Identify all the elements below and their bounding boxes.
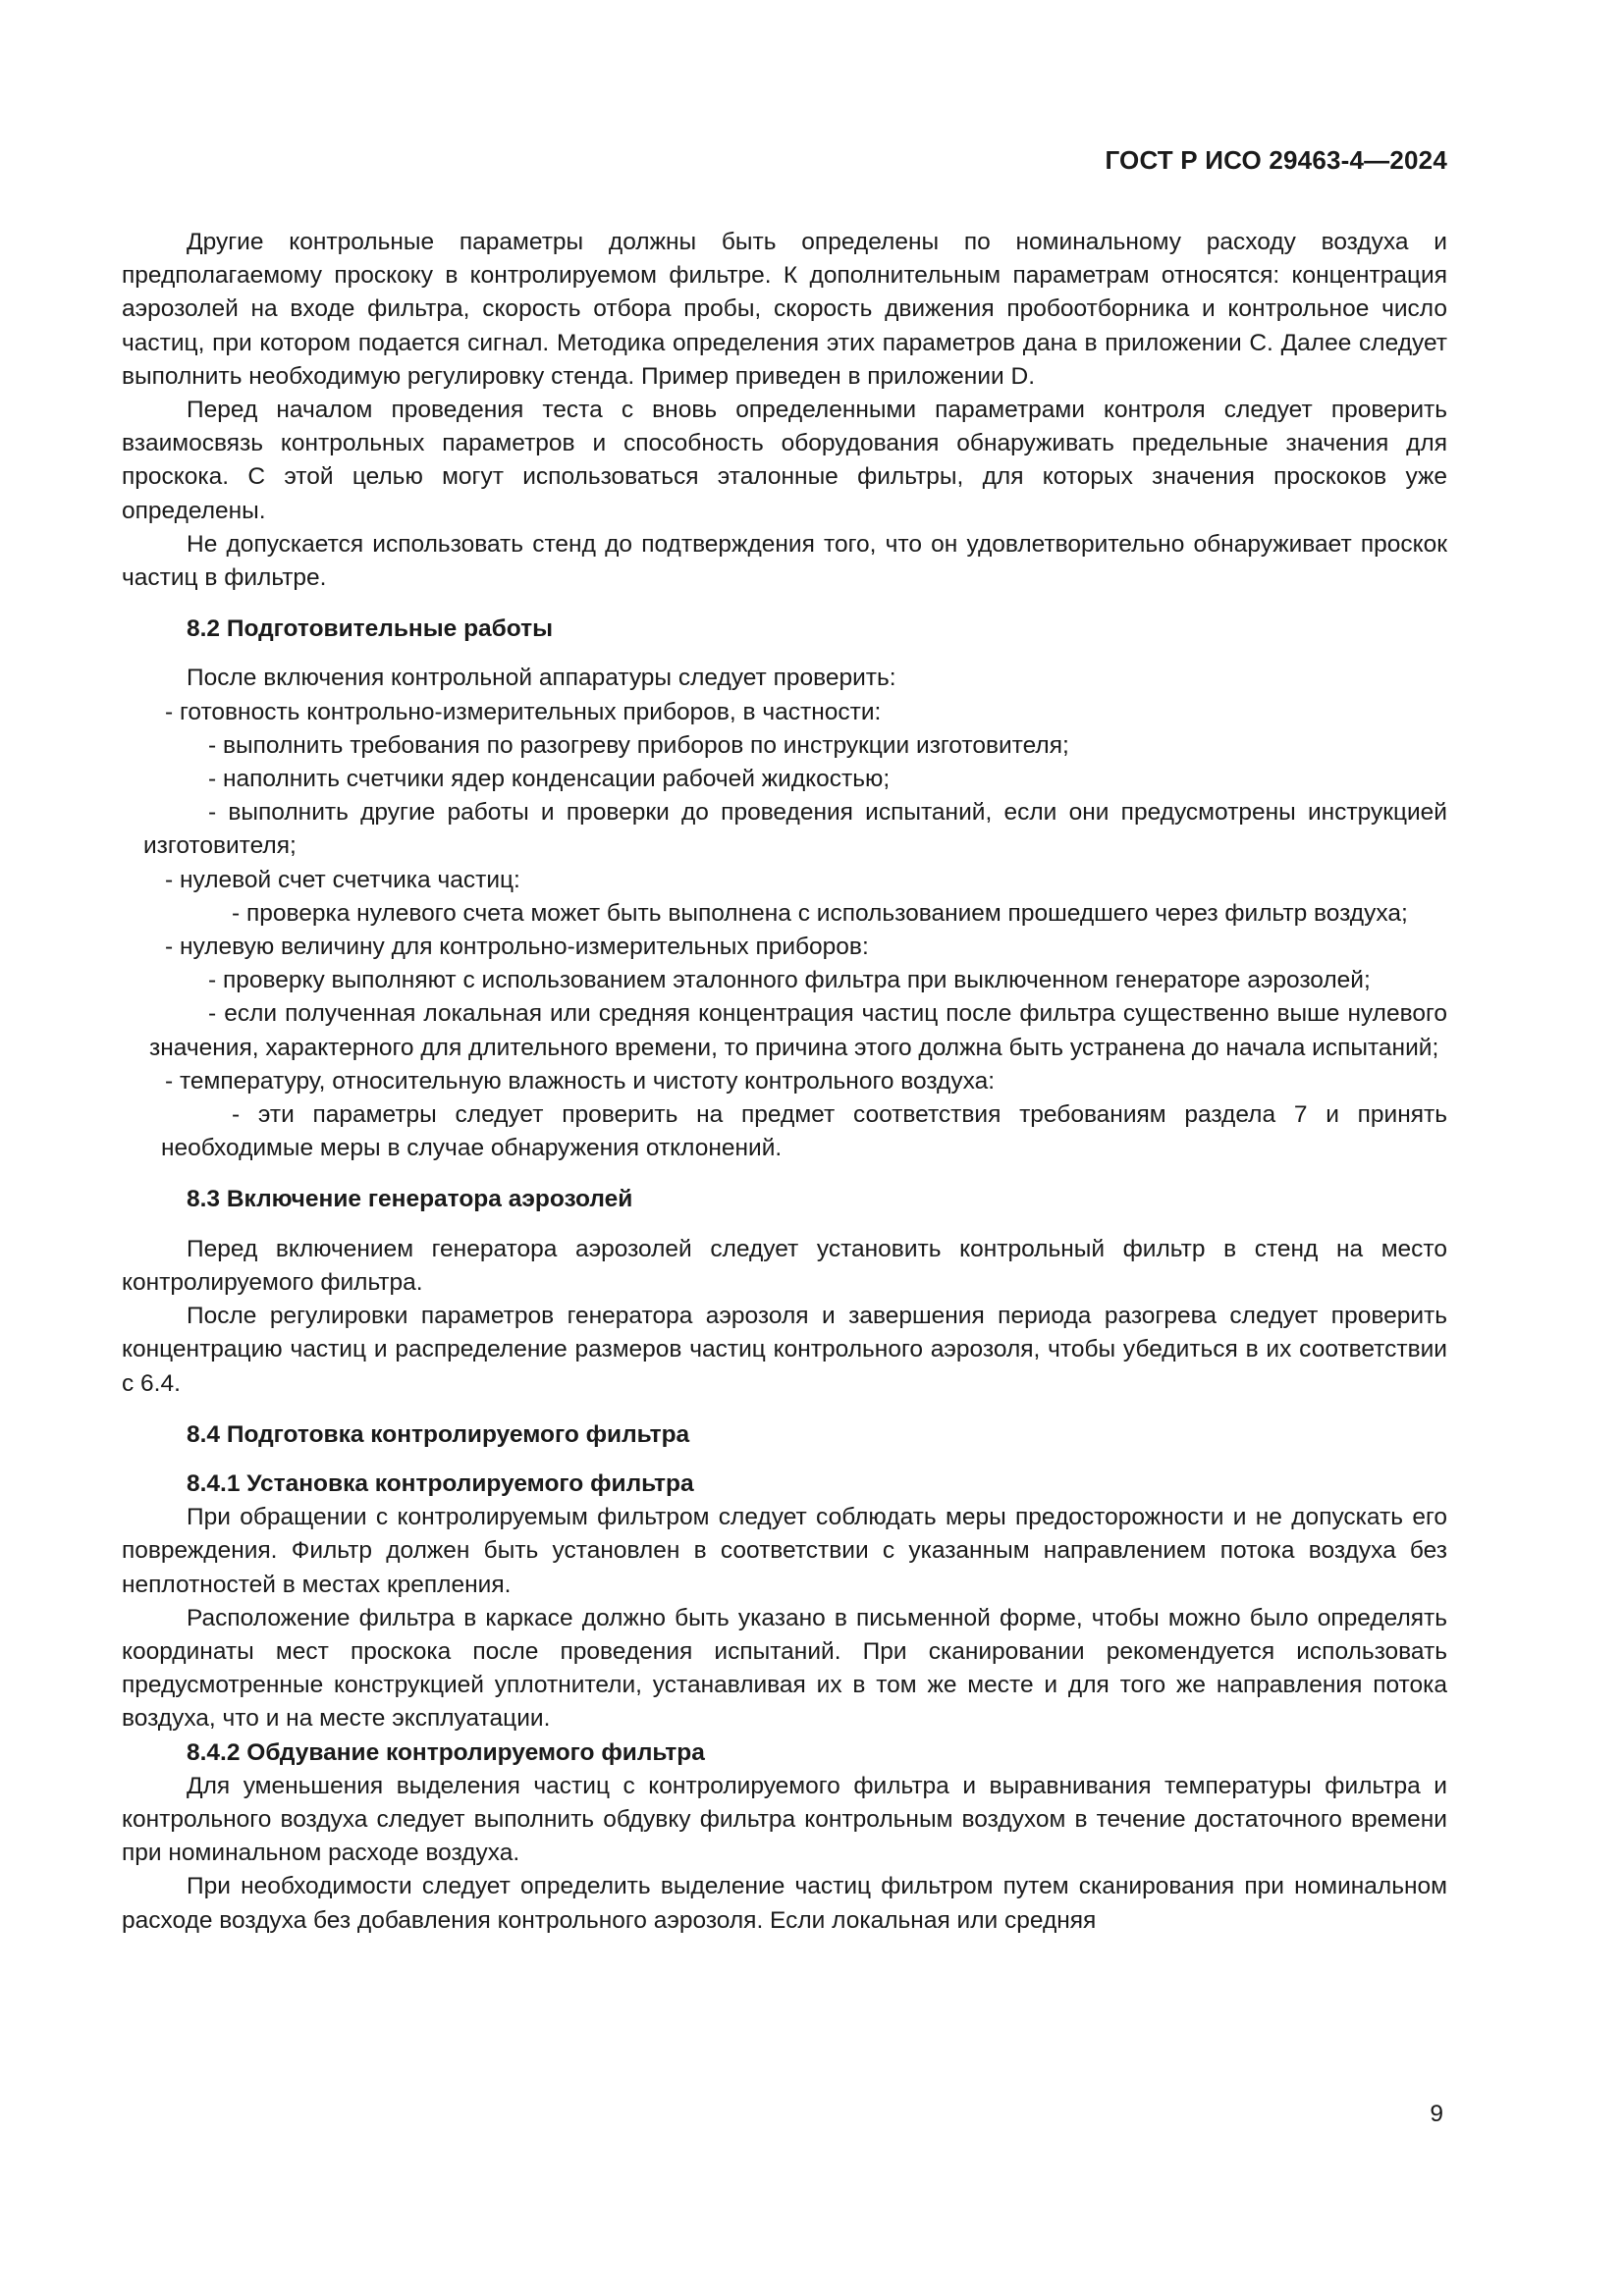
paragraph: Расположение фильтра в каркасе должно быть указано в письменной форме, чтобы можно было определять координаты мест проскока после проведения испытаний. При сканировании рекомендуется использовать предусмотренные конструкцией уплотнители, устанавливая их в том же месте и для того же направления потока воздуха, что и на месте эксплуатации. [122, 1604, 1447, 1733]
section-heading-8-2: 8.2 Подготовительные работы [187, 615, 554, 643]
paragraph: Перед началом проведения теста с вновь определенными параметрами контроля следует проверить взаимосвязь контрольных параметров и способность оборудования обнаруживать предельные значения для проскока. С этой целью могут использоваться эталонные фильтры, для которых значения проскоков уже определены. [122, 397, 1447, 524]
list-item: - готовность контрольно-измерительных приборов, в частности: [165, 698, 882, 725]
list-subitem: - эти параметры следует проверить на предмет соответствия требованиям раздела 7 и принять необходимые меры в случае обнаружения отклонений. [161, 1101, 1447, 1162]
subsection-heading-8-4-1: 8.4.1 Установка контролируемого фильтра [187, 1469, 694, 1497]
paragraph: После регулировки параметров генератора аэрозоля и завершения периода разогрева следует проверить концентрацию частиц и распределение размеров частиц контрольного аэрозоля, чтобы убедиться в их соответствии с 6.4. [122, 1303, 1447, 1397]
list-subitem: - наполнить счетчики ядер конденсации рабочей жидкостью; [208, 766, 891, 793]
list-item: - нулевой счет счетчика частиц: [165, 866, 520, 893]
paragraph: Перед включением генератора аэрозолей следует установить контрольный фильтр в стенд на место контролируемого фильтра. [122, 1235, 1447, 1296]
paragraph: При обращении с контролируемым фильтром следует соблюдать меры предосторожности и не допускать его повреждения. Фильтр должен быть установлен в соответствии с указанным направлением потока воздуха без неплотностей в местах крепления. [122, 1504, 1447, 1598]
page-number: 9 [1430, 2101, 1443, 2127]
paragraph: После включения контрольной аппаратуры следует проверить: [187, 665, 896, 692]
list-subitem: - выполнить требования по разогреву приборов по инструкции изготовителя; [208, 731, 1069, 759]
list-item: - температуру, относительную влажность и чистоту контрольного воздуха: [165, 1067, 996, 1095]
subsection-heading-8-4-2: 8.4.2 Обдувание контролируемого фильтра [187, 1738, 705, 1766]
paragraph: При необходимости следует определить выделение частиц фильтром путем сканирования при номинальном расходе воздуха без добавления контрольного аэрозоля. Если локальная или средняя [122, 1873, 1447, 1934]
paragraph: Не допускается использовать стенд до подтверждения того, что он удовлетворительно обнаруживает проскок частиц в фильтре. [122, 530, 1447, 592]
section-heading-8-3: 8.3 Включение генератора аэрозолей [187, 1186, 633, 1213]
list-subitem: - если полученная локальная или средняя концентрация частиц после фильтра существенно выше нулевого значения, характерного для длительного времени, то причина этого должна быть устранена до начала испытаний; [149, 1000, 1447, 1061]
list-subitem: - проверка нулевого счета может быть выполнена с использованием прошедшего через фильтр воздуха; [232, 899, 1408, 927]
list-item: - нулевую величину для контрольно-измерительных приборов: [165, 934, 869, 961]
list-subitem: - выполнить другие работы и проверки до проведения испытаний, если они предусмотрены инструкцией изготовителя; [143, 799, 1447, 860]
document-header: ГОСТ Р ИСО 29463-4—2024 [1105, 145, 1447, 175]
document-body [122, 226, 1447, 1938]
paragraph: Для уменьшения выделения частиц с контролируемого фильтра и выравнивания температуры фильтра и контрольного воздуха следует выполнить обдувку фильтра контрольным воздухом в течение достаточного времени при номинальном расходе воздуха. [122, 1772, 1447, 1867]
list-subitem: - проверку выполняют с использованием эталонного фильтра при выключенном генераторе аэрозолей; [208, 967, 1371, 994]
section-heading-8-4: 8.4 Подготовка контролируемого фильтра [187, 1420, 690, 1448]
paragraph: Другие контрольные параметры должны быть определены по номинальному расходу воздуха и предполагаемому проскоку в контролируемом фильтре. К дополнительным параметрам относятся: концентрация аэрозолей на входе фильтра, скорость отбора пробы, скорость движения пробоотборника и контрольное число частиц, при котором подается сигнал. Методика определения этих параметров дана в приложении С. Далее следует выполнить необходимую регулировку стенда. Пример приведен в приложении D. [122, 229, 1447, 390]
